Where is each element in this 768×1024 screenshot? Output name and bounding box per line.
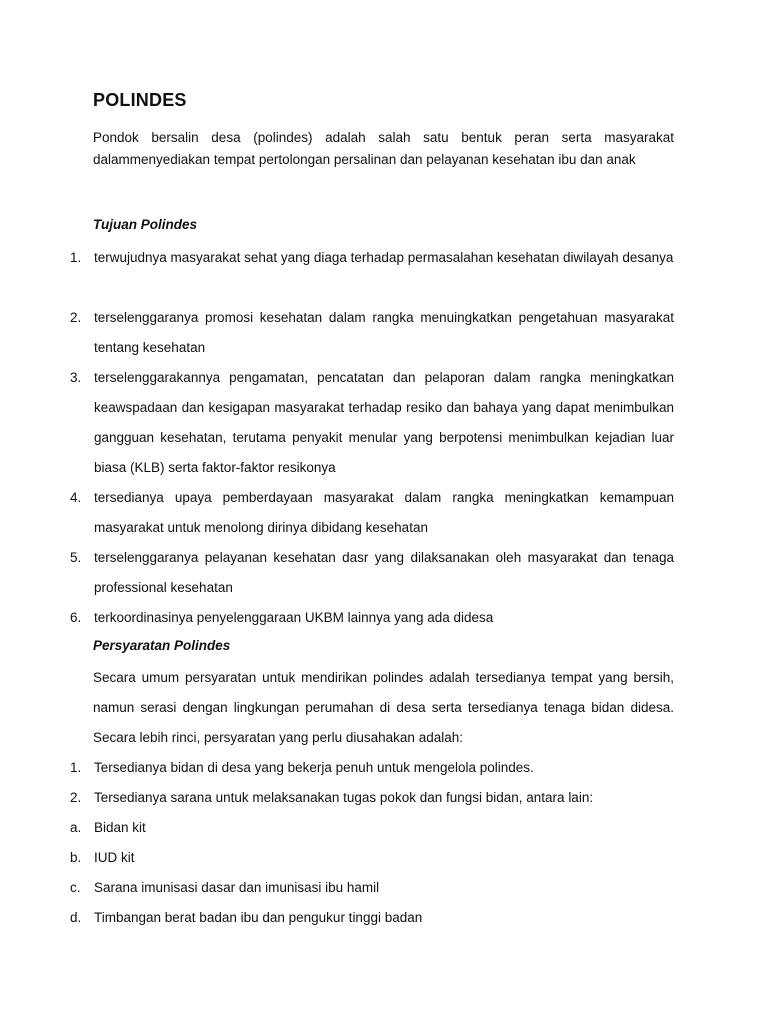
persyaratan-paragraph: Secara umum persyaratan untuk mendirikan polindes adalah tersedianya tempat yang bersih, namun serasi dengan lingkungan perumahan di desa serta tersedianya tenaga bidan didesa. Secara lebih rinci, persyaratan yang perlu diusahakan adalah: (93, 670, 674, 745)
list-item (70, 783, 674, 813)
list-item-number: 5. (70, 550, 82, 565)
list-item-text: terselenggaranya promosi kesehatan dalam rangka menuingkatkan pengetahuan masyarakat tentang kesehatan (94, 310, 674, 355)
list-item (70, 243, 674, 273)
sub-list-item-letter: d. (70, 910, 82, 925)
sub-list-item-text: Bidan kit (94, 820, 146, 835)
list-item-text: terselenggaranya pelayanan kesehatan dasr yang dilaksanakan oleh masyarakat dan tenaga professional kesehatan (94, 550, 674, 595)
page-title: POLINDES (93, 90, 187, 110)
list-item (70, 303, 674, 363)
sub-list-item (70, 843, 674, 873)
list-item-number: 2. (70, 310, 82, 325)
sub-list-item-text: IUD kit (94, 850, 135, 865)
list-item-text: terwujudnya masyarakat sehat yang diaga terhadap permasalahan kesehatan diwilayah desanya (94, 250, 674, 265)
sub-list-item-letter: c. (70, 880, 81, 895)
sub-list-item-text: Timbangan berat badan ibu dan pengukur tinggi badan (94, 910, 423, 925)
sub-list-item (70, 903, 674, 933)
list-item (70, 363, 674, 483)
list-item-text: terselenggarakannya pengamatan, pencatatan dan pelaporan dalam rangka meningkatkan keawspadaan dan kesigapan masyarakat terhadap resiko dan bahaya yang dapat menimbulkan gangguan kesehatan, terutama penyakit menular yang berpotensi menimbulkan kejadian luar biasa (KLB) serta faktor-faktor resikonya (94, 370, 674, 475)
sub-list-item (70, 813, 674, 843)
list-item-number: 4. (70, 490, 82, 505)
list-item-number: 1. (70, 760, 82, 775)
list-item (70, 543, 674, 603)
list-item (70, 753, 674, 783)
list-item-number: 3. (70, 370, 82, 385)
list-item-text: Tersedianya sarana untuk melaksanakan tugas pokok dan fungsi bidan, antara lain: (94, 790, 594, 805)
sub-list-item-letter: a. (70, 820, 82, 835)
list-item-number: 1. (70, 250, 82, 265)
sub-list-item (70, 873, 674, 903)
list-item-number: 6. (70, 610, 82, 625)
list-item (70, 603, 674, 633)
list-item-text: Tersedianya bidan di desa yang bekerja penuh untuk mengelola polindes. (94, 760, 534, 775)
tujuan-heading: Tujuan Polindes (93, 217, 198, 232)
intro-paragraph: Pondok bersalin desa (polindes) adalah salah satu bentuk peran serta masyarakat dalammenyediakan tempat pertolongan persalinan dan pelayanan kesehatan ibu dan anak (93, 130, 674, 167)
list-item-text: terkoordinasinya penyelenggaraan UKBM lainnya yang ada didesa (94, 610, 494, 625)
persyaratan-heading: Persyaratan Polindes (93, 638, 231, 653)
sub-list-item-letter: b. (70, 850, 82, 865)
sub-list-item-text: Sarana imunisasi dasar dan imunisasi ibu hamil (94, 880, 380, 895)
list-item-text: tersedianya upaya pemberdayaan masyarakat dalam rangka meningkatkan kemampuan masyarakat untuk menolong dirinya dibidang kesehatan (94, 490, 674, 535)
list-item (70, 483, 674, 543)
list-item-number: 2. (70, 790, 82, 805)
